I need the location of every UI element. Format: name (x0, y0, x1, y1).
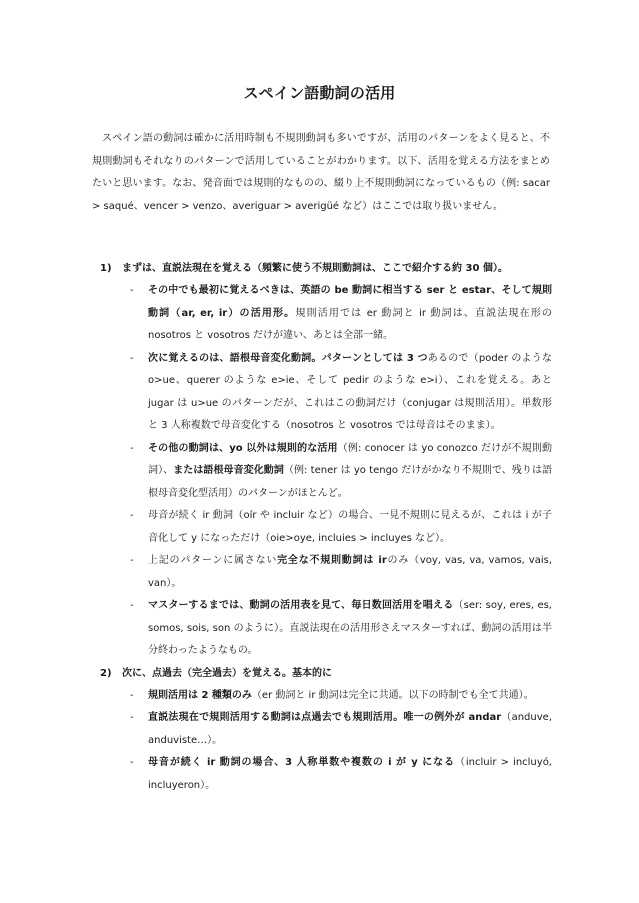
list-dash: - (130, 285, 134, 296)
page-title: スペイン語動詞の活用 (243, 84, 396, 102)
section-2 (92, 663, 552, 798)
section-number: 2) (100, 667, 112, 679)
list-dash: - (130, 510, 134, 521)
intro-paragraph: スペイン語の動詞は確かに活用時制も不規則動詞も多いですが、活用のパターンをよく見ると、不規則動詞もそれなりのパターンで活用していることがわかります。以下、活用を覚える方法をまとめたいと思います。なお、発音面では規則的なものの、綴り上不規則動詞になっているもの（例: sacar > saqué、vencer > venzo、averiguar > averigüé など）はここでは取り扱いません。 (92, 133, 550, 212)
section-1 (92, 258, 552, 663)
item-text: （ser: soy, eres, es, somos, sois, son のように）。直説法現在の活用形さえマスターすれば、動詞の活用は半分終わったようなもの。 (148, 600, 552, 656)
list-dash: - (130, 600, 134, 611)
list-item (92, 685, 552, 708)
item-bold-text: マスターするまでは、動詞の活用表を見て、毎日数回活用を唱える (148, 600, 454, 611)
section-heading-text: まずは、直説法現在を覚える（頻繁に使う不規則動詞は、ここで紹介する約 30 個）。 (122, 263, 508, 274)
list-item (92, 550, 552, 595)
list-item (92, 752, 552, 797)
item-bold-text: その中でも最初に覚えるべきは、英語の be 動詞に相当する ser と estar、そして規則動詞（ar, er, ir）の活用形。 (148, 285, 552, 319)
item-bold-text: 母音が続く ir 動詞の場合、3 人称単数や複数の i が y になる (148, 757, 455, 768)
list-dash: - (130, 555, 134, 566)
list-dash: - (130, 712, 134, 723)
item-text: 上記のパターンに属さない (148, 555, 278, 566)
list-dash: - (130, 689, 134, 701)
item-text-2: （例: tener は yo tengo だけがかなり不規則で、残りは語根母音変化型活用）のパターンがほとんど。 (148, 465, 553, 499)
section-1-list (92, 280, 552, 663)
list-item (92, 595, 552, 663)
item-bold-text: 次に覚えるのは、語根母音変化動詞。パターンとしては 3 つ (148, 352, 428, 364)
section-heading (92, 663, 552, 685)
list-item (92, 438, 552, 506)
item-bold-text-2: 完全な不規則動詞は ir (277, 555, 387, 566)
item-text: 母音が続く ir 動詞（oír や incluir など）の場合、一見不規則に見えるが、これは i が子音化して y になっただけ（oie>oye, incluies > incluyes など）。 (148, 510, 552, 544)
sections (92, 258, 552, 797)
item-bold-text: 直説法現在で規則活用する動詞は点過去でも規則活用。唯一の例外が andar (148, 712, 502, 723)
section-heading-text: 次に、点過去（完全過去）を覚える。基本的に (122, 667, 332, 679)
list-item (92, 707, 552, 752)
item-text: 規則活用では er 動詞と ir 動詞は、直説法現在形の nosotros と vosotros だけが違い、あとは全部一緒。 (148, 307, 553, 341)
section-number: 1) (100, 263, 112, 274)
item-text: （例: conocer は yo conozco だけが不規則動詞）、 (148, 442, 552, 476)
item-text: （anduve, anduviste…）。 (148, 712, 552, 746)
item-bold-text: その他の動詞は、yo 以外は規則的な活用 (148, 442, 338, 454)
list-item (92, 280, 552, 348)
list-dash: - (130, 757, 134, 768)
item-bold-text-2: または語根母音変化動詞 (173, 465, 284, 476)
section-2-list (92, 685, 552, 798)
item-text-2: のみ（voy, vas, va, vamos, vais, van）。 (148, 555, 553, 589)
item-bold-text: 規則活用は 2 種類のみ (148, 689, 252, 701)
list-item (92, 348, 552, 438)
list-dash: - (130, 442, 134, 454)
item-text: あるので（poder のような o>ue、querer のような e>ie、そして pedir のような e>i）、これを覚える。あと jugar は u>ue のパターンだが、これはこの動詞だけ（conjugar は規則活用）。単数形と 3 人称複数で母音変化する（nosotros と vosotros では母音はそのまま）。 (148, 352, 552, 431)
section-heading (92, 258, 552, 280)
item-text: （incluir > incluyó, incluyeron）。 (148, 757, 552, 791)
list-item (92, 505, 552, 550)
list-dash: - (130, 352, 134, 364)
item-text: （er 動詞と ir 動詞は完全に共通。以下の時制でも全て共通）。 (251, 689, 534, 701)
